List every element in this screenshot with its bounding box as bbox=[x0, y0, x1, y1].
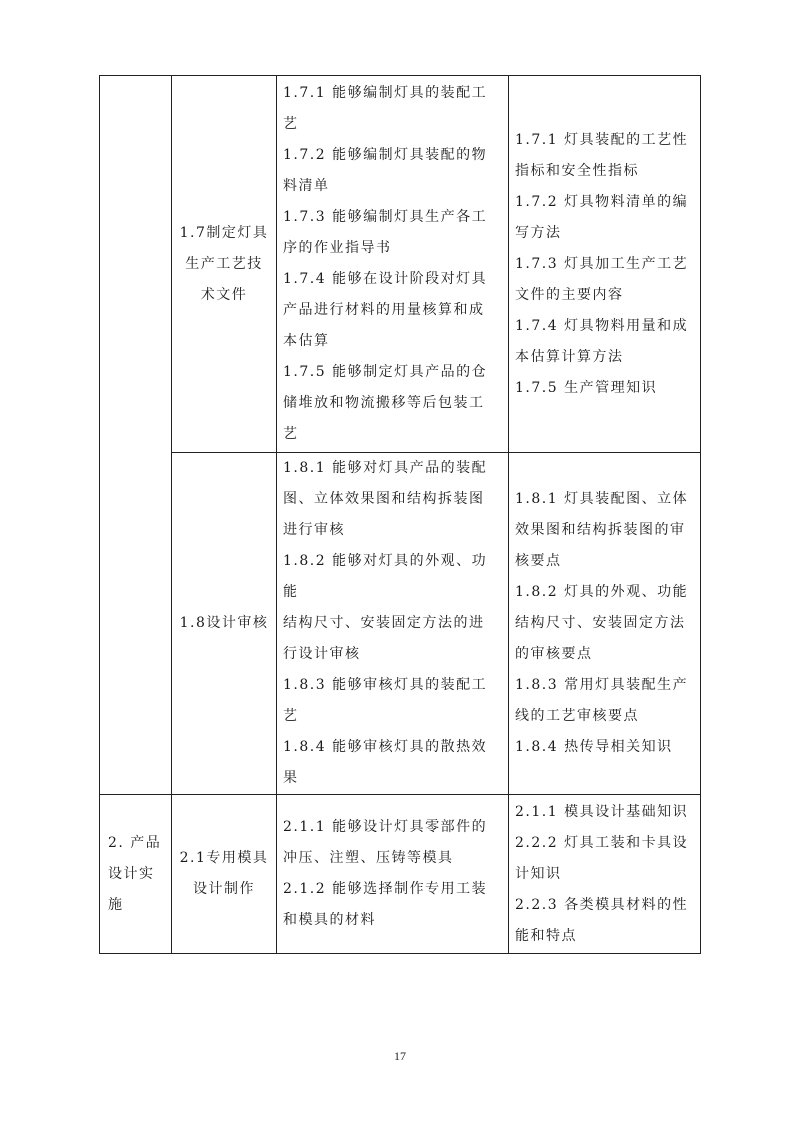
table-row bbox=[100, 76, 701, 453]
knowledge-text: 1.8.3 常用灯具装配生产 bbox=[515, 677, 689, 693]
knowledge-cell bbox=[509, 795, 701, 954]
skill-text: 1.7.4 能够在设计阶段对灯具 bbox=[283, 271, 488, 287]
skill-text: 储堆放和物流搬移等后包装工 bbox=[283, 395, 485, 411]
skill-text: 艺 bbox=[283, 116, 299, 132]
skill-text: 2.1.1 能够设计灯具零部件的 bbox=[283, 819, 488, 835]
skill-text: 艺 bbox=[283, 426, 299, 442]
module-text: 设计实 bbox=[108, 865, 155, 882]
skill-text: 1.7.1 能够编制灯具的装配工 bbox=[283, 85, 488, 101]
knowledge-text: 1.8.4 热传导相关知识 bbox=[515, 739, 673, 755]
knowledge-text: 2.2.2 灯具工装和卡具设 bbox=[515, 834, 689, 851]
module-text: 施 bbox=[108, 896, 124, 913]
knowledge-text: 1.8.2 灯具的外观、功能 bbox=[515, 584, 689, 600]
page-number: 17 bbox=[394, 1049, 406, 1063]
unit-cell bbox=[172, 453, 277, 795]
skills-cell bbox=[277, 453, 509, 795]
knowledge-text: 结构尺寸、安装固定方法 bbox=[515, 615, 686, 631]
skill-text: 2.1.2 能够选择制作专用工装 bbox=[283, 881, 488, 897]
unit-cell bbox=[172, 76, 277, 453]
knowledge-text: 指标和安全性指标 bbox=[515, 162, 639, 179]
skill-text: 1.8.4 能够审核灯具的散热效 bbox=[283, 739, 488, 755]
competency-table bbox=[99, 75, 701, 954]
knowledge-text: 1.7.4 灯具物料用量和成 bbox=[515, 317, 689, 334]
knowledge-text: 写方法 bbox=[515, 224, 562, 241]
table-row bbox=[100, 453, 701, 795]
skill-text: 1.7.5 能够制定灯具产品的仓 bbox=[283, 364, 488, 380]
skill-text: 和模具的材料 bbox=[283, 912, 376, 928]
knowledge-text: 1.7.2 灯具物料清单的编 bbox=[515, 193, 689, 210]
knowledge-text: 效果图和结构拆装图的审 bbox=[515, 522, 686, 538]
unit-text: 1.7制定灯具 bbox=[179, 224, 269, 241]
knowledge-text: 文件的主要内容 bbox=[515, 286, 624, 303]
module-cell bbox=[100, 76, 172, 795]
skill-text: 行设计审核 bbox=[283, 646, 361, 662]
skill-text: 本估算 bbox=[283, 333, 330, 349]
skills-cell bbox=[277, 76, 509, 453]
skill-text: 果 bbox=[283, 770, 299, 786]
knowledge-text: 能和特点 bbox=[515, 927, 577, 944]
skill-text: 料清单 bbox=[283, 178, 330, 194]
skill-text: 1.8.2 能够对灯具的外观、功能 bbox=[283, 553, 488, 600]
skills-cell bbox=[277, 795, 509, 954]
unit-cell bbox=[172, 795, 277, 954]
unit-text: 1.8设计审核 bbox=[179, 615, 269, 631]
knowledge-cell bbox=[509, 76, 701, 453]
unit-text: 术文件 bbox=[200, 286, 248, 303]
table-row bbox=[100, 795, 701, 954]
knowledge-text: 2.2.3 各类模具材料的性 bbox=[515, 896, 689, 913]
skill-text: 1.8.3 能够审核灯具的装配工 bbox=[283, 677, 488, 693]
module-text: 2. 产品 bbox=[108, 834, 162, 851]
knowledge-text: 1.7.1 灯具装配的工艺性 bbox=[515, 131, 689, 148]
unit-text: 设计制作 bbox=[193, 881, 255, 897]
skill-text: 冲压、注塑、压铸等模具 bbox=[283, 850, 454, 866]
unit-text: 2.1专用模具 bbox=[179, 850, 269, 866]
skill-text: 结构尺寸、安装固定方法的进 bbox=[283, 615, 485, 631]
skill-text: 序的作业指导书 bbox=[283, 240, 392, 256]
skill-text: 1.8.1 能够对灯具产品的装配 bbox=[283, 460, 488, 476]
knowledge-text: 1.7.3 灯具加工生产工艺 bbox=[515, 255, 689, 272]
knowledge-text: 计知识 bbox=[515, 865, 562, 882]
skill-text: 1.7.2 能够编制灯具装配的物 bbox=[283, 147, 488, 163]
knowledge-text: 线的工艺审核要点 bbox=[515, 708, 639, 724]
knowledge-text: 的审核要点 bbox=[515, 646, 593, 662]
skill-text: 1.7.3 能够编制灯具生产各工 bbox=[283, 209, 488, 225]
skill-text: 图、立体效果图和结构拆装图 bbox=[283, 491, 485, 507]
skill-text: 产品进行材料的用量核算和成 bbox=[283, 302, 485, 318]
knowledge-text: 1.7.5 生产管理知识 bbox=[515, 379, 658, 396]
knowledge-text: 1.8.1 灯具装配图、立体 bbox=[515, 491, 689, 507]
skill-text: 进行审核 bbox=[283, 522, 345, 538]
knowledge-text: 核要点 bbox=[515, 553, 562, 569]
unit-text: 生产工艺技 bbox=[185, 255, 263, 272]
knowledge-text: 2.1.1 模具设计基础知识 bbox=[515, 803, 689, 820]
module-cell bbox=[100, 795, 172, 954]
knowledge-text: 本估算计算方法 bbox=[515, 348, 624, 365]
knowledge-cell bbox=[509, 453, 701, 795]
skill-text: 艺 bbox=[283, 708, 299, 724]
